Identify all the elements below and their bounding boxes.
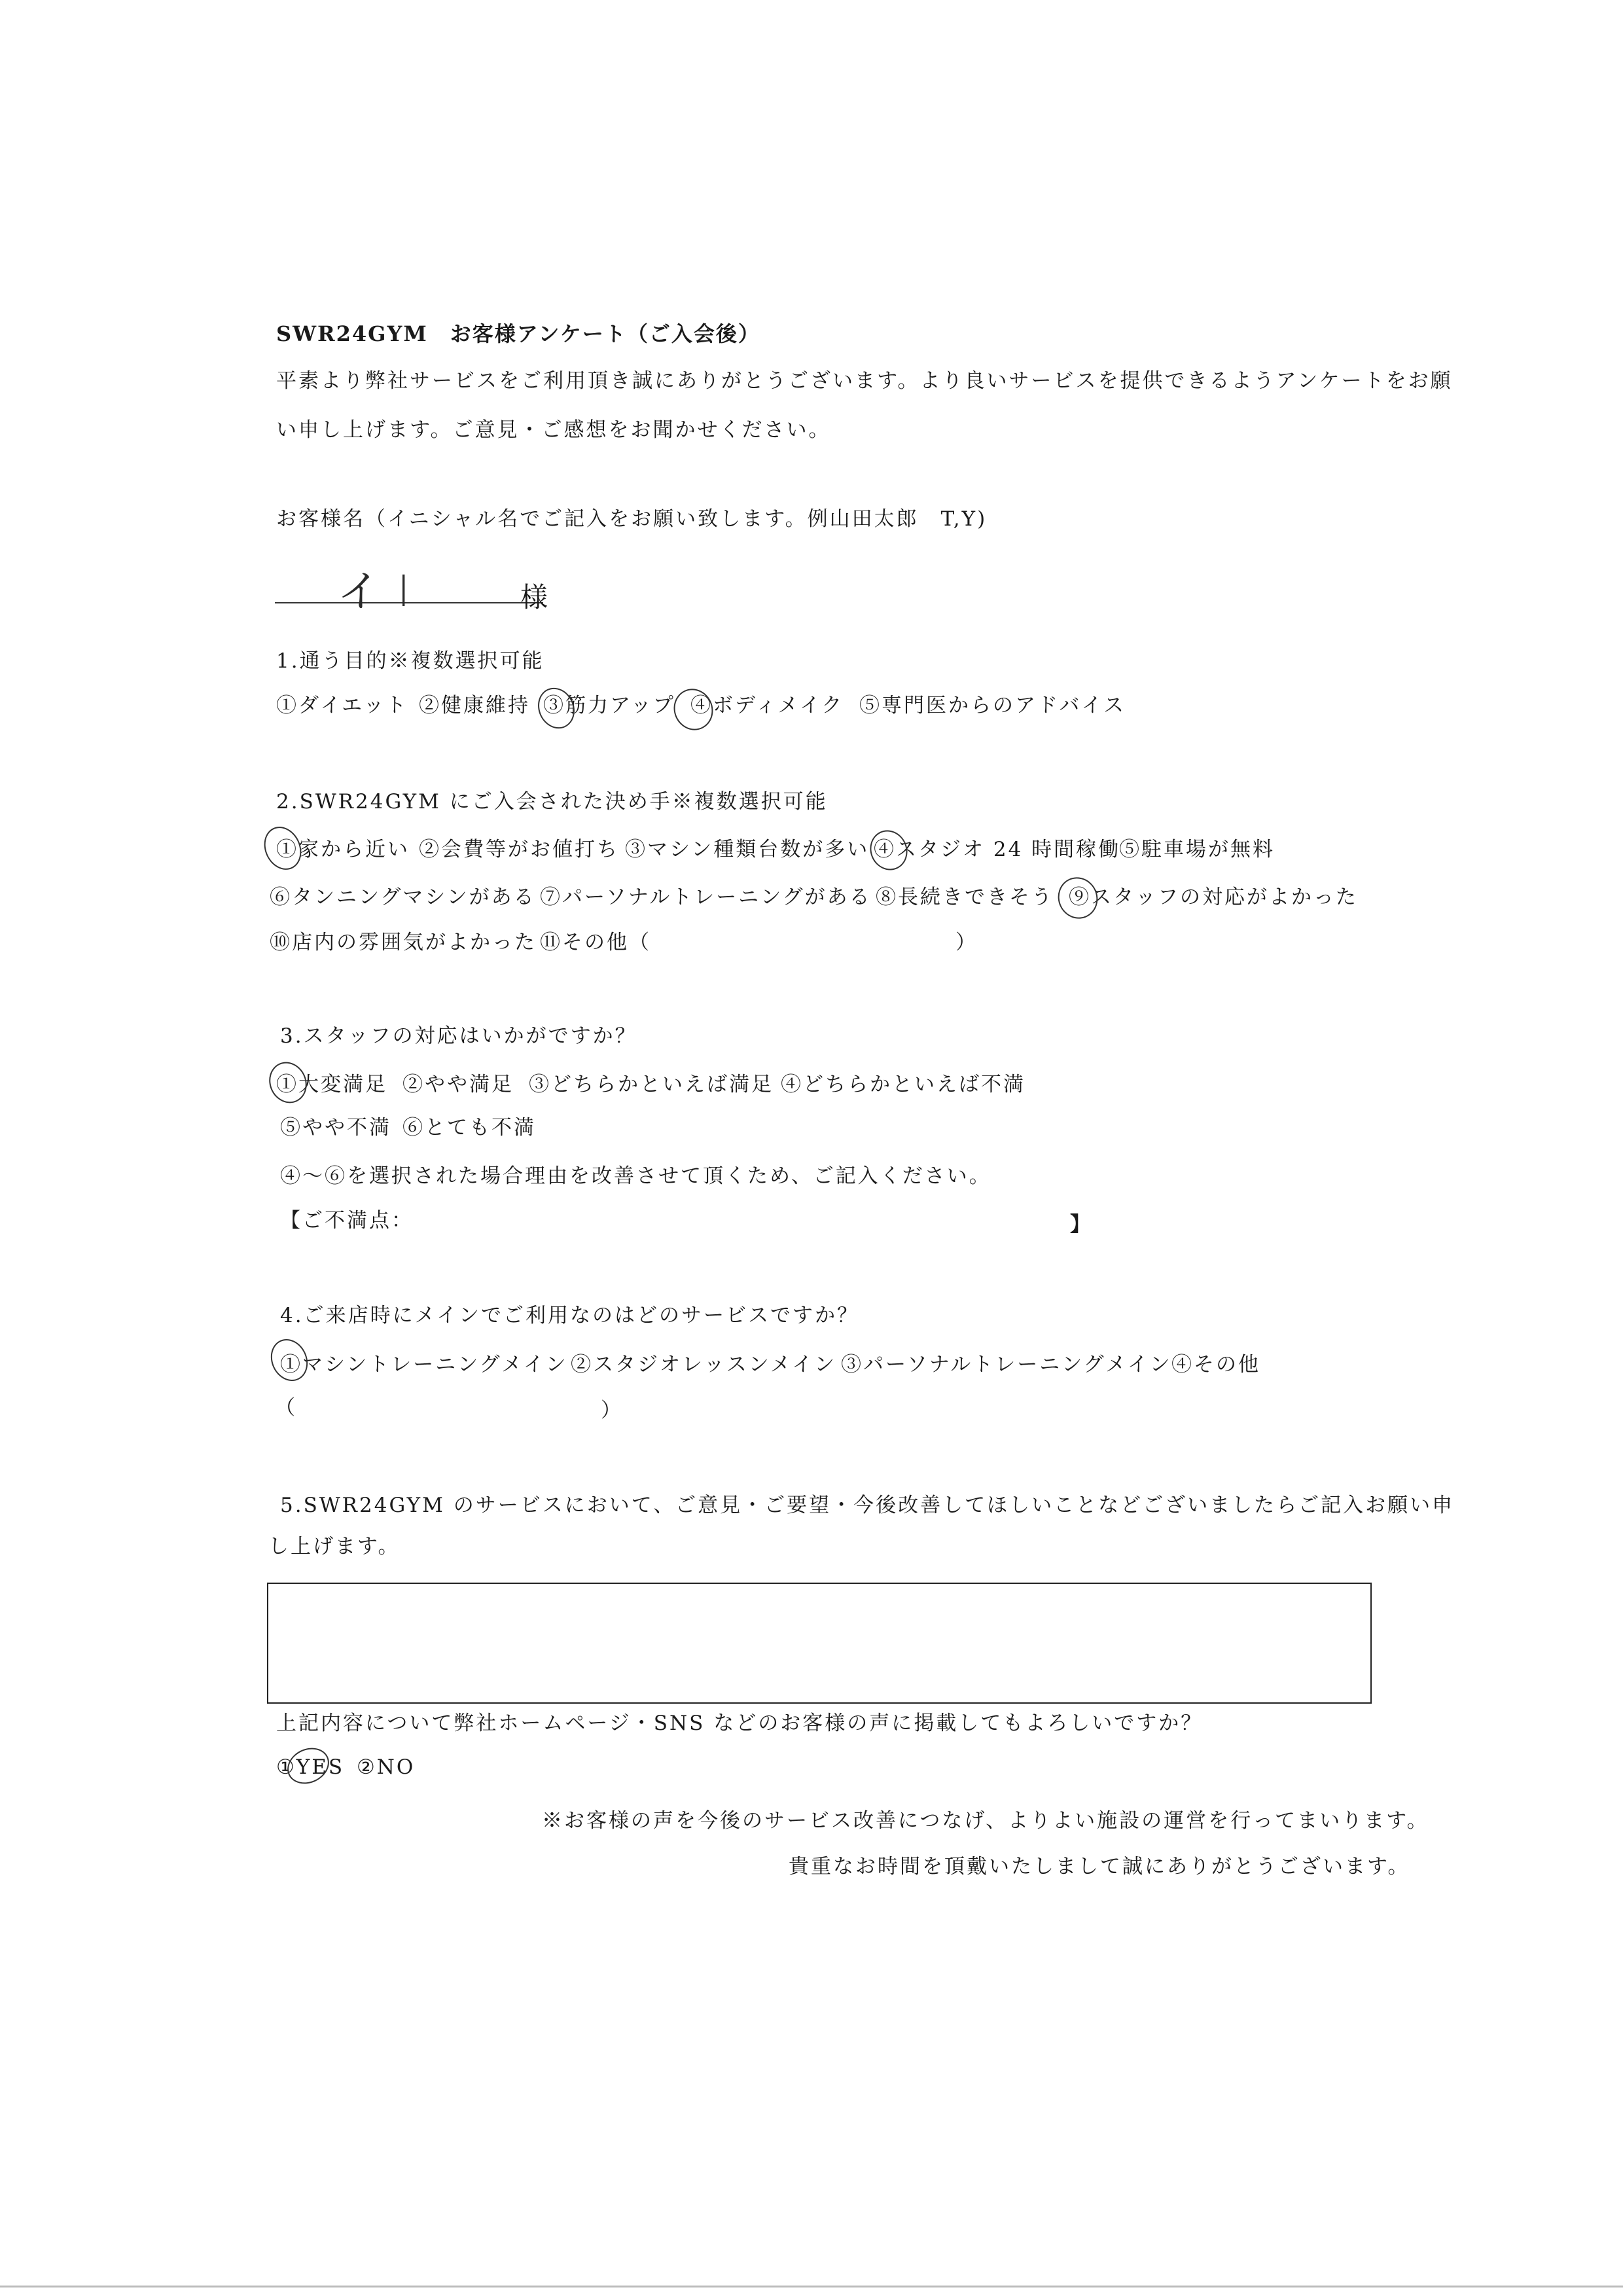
q2-option-personal[interactable]: ⑦パーソナルトレーニングがある (540, 886, 872, 909)
q2-option-tanning[interactable]: ⑥タンニングマシンがある (270, 886, 536, 909)
q1-option-bodymake[interactable]: ④ボディメイク (690, 694, 844, 717)
q5-comment-box[interactable] (267, 1583, 1372, 1704)
publish-question: 上記内容について弊社ホームページ・SNS などのお客様の声に掲載してもよろしいですか？ (276, 1712, 1204, 1735)
q1-option-health[interactable]: ②健康維持 (419, 694, 530, 717)
survey-title: SWR24GYM お客様アンケート（ご入会後） (276, 321, 760, 346)
q3-note: ④～⑥を選択された場合理由を改善させて頂くため、ご記入ください。 (280, 1164, 991, 1188)
q2-question: 2.SWR24GYM にご入会された決め手※複数選択可能 (276, 790, 828, 814)
intro-text-line2: い申し上げます。ご意見・ご感想をお聞かせください。 (276, 418, 831, 442)
q2-option-near-home[interactable]: ①家から近い (276, 838, 410, 861)
q3-option-somewhat-satisfied[interactable]: ②やや満足 (402, 1073, 514, 1096)
publish-option-no[interactable]: ②NO (357, 1755, 416, 1779)
q1-option-diet[interactable]: ①ダイエット (276, 694, 408, 717)
q2-option-studio-24h[interactable]: ④スタジオ 24 時間稼働 (874, 838, 1121, 861)
q3-option-very-satisfied[interactable]: ①大変満足 (276, 1073, 387, 1096)
q4-option-other[interactable]: ④その他 (1171, 1353, 1260, 1376)
footer-line1: ※お客様の声を今後のサービス改善につなげ、よりよい施設の運営を行ってまいります。 (542, 1809, 1429, 1833)
q4-option-personal[interactable]: ③パーソナルトレーニングメイン (841, 1353, 1172, 1376)
q2-option-atmosphere[interactable]: ⑩店内の雰囲気がよかった (270, 931, 537, 954)
q3-complaint-field[interactable] (406, 1208, 1067, 1234)
q2-option-other-close: ） (955, 931, 978, 954)
customer-name-suffix: 様 (520, 581, 548, 613)
q4-other-close: ） (601, 1399, 623, 1422)
customer-name-handwritten: イI (337, 566, 427, 617)
q4-option-studio[interactable]: ②スタジオレッスンメイン (571, 1353, 837, 1376)
q2-option-parking[interactable]: ⑤駐車場が無料 (1119, 838, 1275, 861)
q4-question: 4.ご来店時にメインでご利用なのはどのサービスですか？ (280, 1304, 859, 1327)
q3-option-very-dissatisfied[interactable]: ⑥とても不満 (402, 1116, 536, 1139)
q2-option-other[interactable]: ⑪その他（ (540, 931, 651, 954)
q2-option-long-lasting[interactable]: ⑧長続きできそう (876, 886, 1054, 909)
publish-option-yes[interactable]: ①YES (276, 1755, 345, 1779)
q1-option-muscle[interactable]: ③筋力アップ (543, 694, 675, 717)
q3-complaint-label: 【ご不満点： (280, 1209, 414, 1232)
q2-option-staff[interactable]: ⑨スタッフの対応がよかった (1069, 886, 1358, 909)
q4-other-open: （ (275, 1396, 297, 1420)
q3-complaint-close: 】 (1070, 1213, 1092, 1236)
q3-question: 3.スタッフの対応はいかがですか？ (280, 1024, 637, 1048)
q4-other-field[interactable] (308, 1395, 596, 1422)
q5-question-line1: 5.SWR24GYM のサービスにおいて、ご意見・ご要望・今後改善してほしいことなどございましたらご記入お願い申 (280, 1494, 1455, 1517)
scan-edge-line (0, 2286, 1623, 2287)
q1-option-advice[interactable]: ⑤専門医からのアドバイス (859, 694, 1126, 717)
intro-text-line1: 平素より弊社サービスをご利用頂き誠にありがとうございます。より良いサービスを提供できるようアンケートをお願 (276, 369, 1453, 393)
q4-option-machine[interactable]: ①マシントレーニングメイン (280, 1353, 568, 1376)
q5-question-line2: し上げます。 (268, 1535, 401, 1558)
q2-option-machines[interactable]: ③マシン種類台数が多い (625, 838, 870, 861)
q3-option-rather-satisfied[interactable]: ③どちらかといえば満足 (529, 1073, 774, 1096)
q3-option-rather-dissatisfied[interactable]: ④どちらかといえば不満 (781, 1073, 1026, 1096)
q2-option-price[interactable]: ②会費等がお値打ち (419, 838, 619, 861)
q3-option-somewhat-dissatisfied[interactable]: ⑤やや不満 (280, 1116, 391, 1139)
footer-line2: 貴重なお時間を頂戴いたしまして誠にありがとうございます。 (789, 1855, 1410, 1878)
customer-name-label: お客様名（イニシャル名でご記入をお願い致します。例山田太郎 T,Y) (276, 507, 988, 531)
q1-question: 1.通う目的※複数選択可能 (276, 649, 544, 673)
